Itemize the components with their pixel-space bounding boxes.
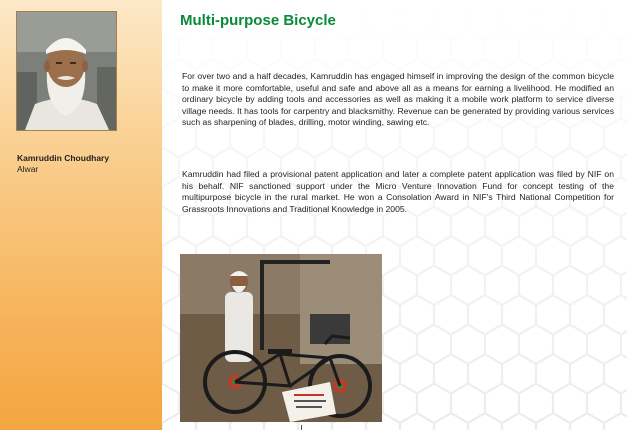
article-paragraph: Kamruddin had filed a provisional patent application and later a complete patent application was filed by NIF on his behalf. NIF sanctioned support under the Micro Venture Innovation Fund for concept testing of the multipurpose bicycle in the rural market. He won a Consolation Award in NIF's Third National Competition for Grassroots Innovations and Traditional Knowledge in 2005. — [182, 169, 614, 214]
innovator-name: Kamruddin Choudhary — [17, 153, 110, 163]
bicycle-photo — [180, 254, 382, 422]
article-paragraph: For over two and a half decades, Kamruddin has engaged himself in improving the design of the common bicycle to make it more comfortable, useful and safe and above all as a means for earning a livelihood. He modified an ordinary bicycle by adding tools and accessories as well as making it a mobile work platform to service diverse village needs. It has tools for carpentry and blacksmithy. Revenue can be generated by providing various services such as sharpening of blades, drilling, motor winding, sawing etc. — [182, 71, 614, 128]
innovator-portrait — [16, 11, 117, 131]
innovator-sidebar — [0, 0, 162, 430]
innovator-place: Alwar — [17, 164, 39, 174]
divider-tick — [301, 425, 302, 430]
article-title: Multi-purpose Bicycle — [180, 12, 336, 29]
